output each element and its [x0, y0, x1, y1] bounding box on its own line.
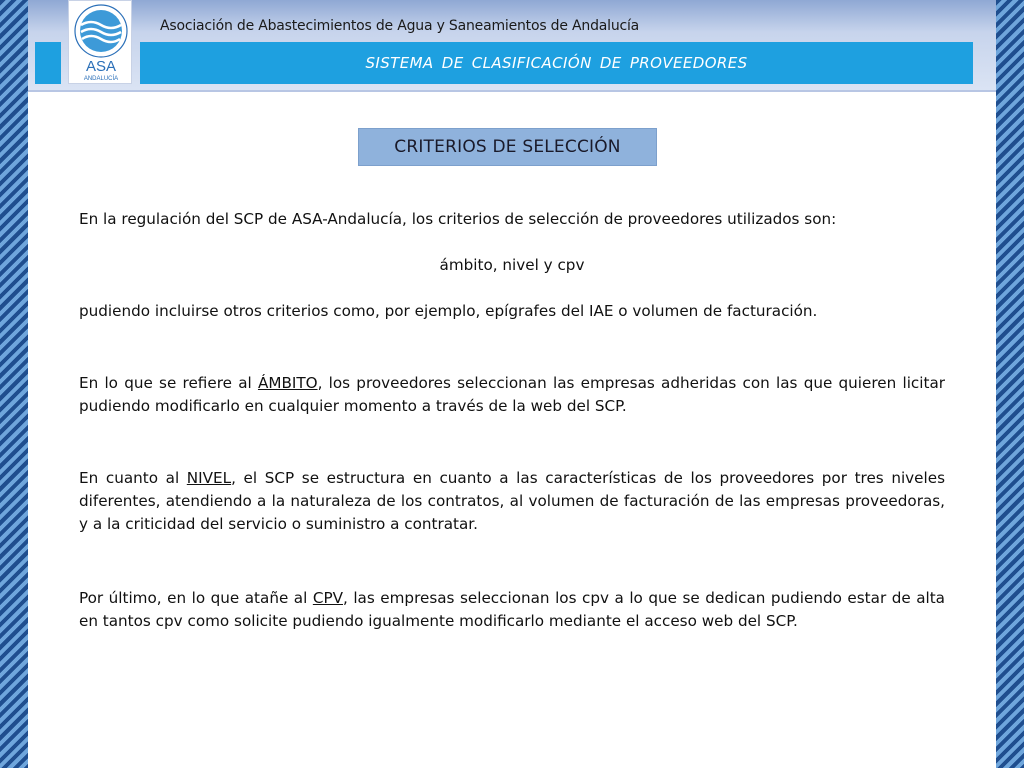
ambito-before: En lo que se refiere al — [79, 374, 258, 392]
system-title-bar — [140, 42, 973, 84]
system-title: SISTEMA DE CLASIFICACIÓN DE PROVEEDORES — [365, 54, 748, 72]
cpv-keyword: CPV — [312, 589, 343, 607]
logo-text: ASA — [85, 58, 117, 75]
section-title-box — [358, 128, 657, 166]
cpv-after: , las empresas seleccionan los cpv a lo que se dedican pudiendo estar de alta en tantos cpv como solicite pudiendo igualmente modificarlo mediante el acceso web del SCP. — [79, 589, 945, 630]
nivel-keyword: NIVEL — [186, 469, 232, 487]
decorative-border-right — [996, 0, 1024, 768]
cpv-before: Por último, en lo que atañe al — [79, 589, 313, 607]
ambito-keyword: ÁMBITO — [257, 374, 318, 392]
ambito-after: , los proveedores seleccionan las empresas adheridas con las que quieren licitar pudiendo modificarlo en cualquier momento a través de la web del SCP. — [79, 374, 945, 415]
intro-paragraph: En la regulación del SCP de ASA-Andalucía, los criterios de selección de proveedores utilizados son: — [79, 210, 837, 228]
nivel-after: , el SCP se estructura en cuanto a las características de los proveedores por tres niveles diferentes, atendiendo a la naturaleza de los contratos, al volumen de facturación de las empresas proveedoras, y a la criticidad del servicio o suministro a contratar. — [79, 469, 945, 533]
asa-logo — [68, 0, 132, 84]
nivel-before: En cuanto al — [79, 469, 187, 487]
cpv-paragraph — [79, 587, 945, 633]
section-title: CRITERIOS DE SELECCIÓN — [394, 137, 621, 157]
header-accent-block — [35, 42, 61, 84]
water-wave-icon — [71, 3, 131, 83]
criteria-list: ámbito, nivel y cpv — [439, 256, 585, 274]
nivel-paragraph — [79, 467, 945, 536]
ambito-paragraph — [79, 372, 945, 418]
other-criteria-paragraph: pudiendo incluirse otros criterios como, por ejemplo, epígrafes del IAE o volumen de facturación. — [79, 302, 818, 320]
logo-subtext: ANDALUCÍA — [83, 76, 119, 82]
organization-name: Asociación de Abastecimientos de Agua y Saneamientos de Andalucía — [160, 18, 640, 34]
decorative-border-left — [0, 0, 28, 768]
